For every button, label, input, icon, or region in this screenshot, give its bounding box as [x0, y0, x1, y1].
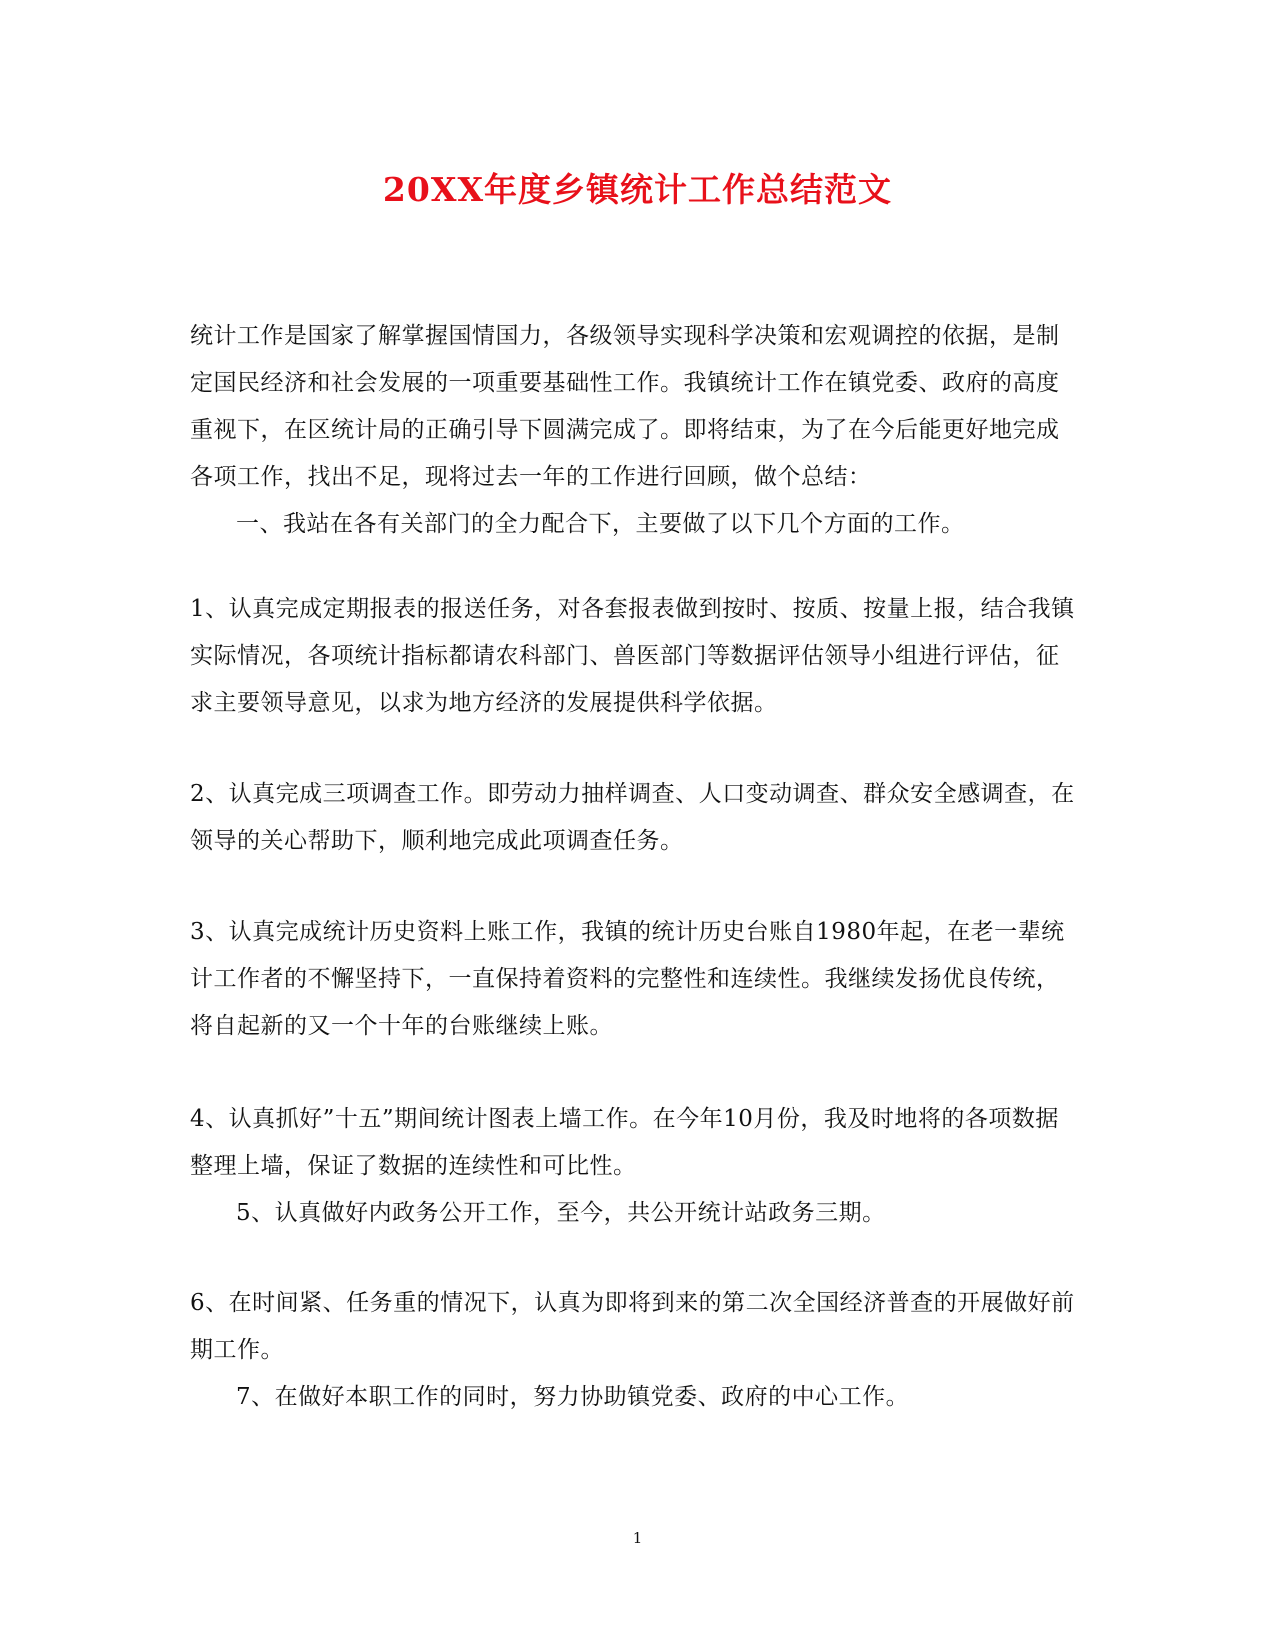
intro-text: 统计工作是国家了解掌握国情国力，各级领导实现科学决策和宏观调控的依据，是制定国民经济和社会发展的一项重要基础性工作。我镇统计工作在镇党委、政府的高度重视下，在区统计局的正确引导下圆满完成了。即将结束，为了在今后能更好地完成各项工作，找出不足，现将过去一年的工作进行回顾，做个总结： [190, 323, 1060, 490]
document-title: 20XX年度乡镇统计工作总结范文 [382, 170, 893, 209]
item-4-text: 4、认真抓好”十五”期间统计图表上墙工作。在今年10月份，我及时地将的各项数据整理上墙，保证了数据的连续性和可比性。 [190, 1106, 1059, 1179]
list-item-4 [190, 1096, 1080, 1237]
section-heading: 一、我站在各有关部门的全力配合下，主要做了以下几个方面的工作。 [236, 511, 965, 537]
list-item-2 [190, 771, 1080, 865]
item-1-text: 1、认真完成定期报表的报送任务，对各套报表做到按时、按质、按量上报，结合我镇实际情况，各项统计指标都请农科部门、兽医部门等数据评估领导小组进行评估，征求主要领导意见，以求为地方经济的发展提供科学依据。 [190, 596, 1075, 716]
item-7-text: 7、在做好本职工作的同时，努力协助镇党委、政府的中心工作。 [236, 1384, 910, 1410]
item-6-text: 6、在时间紧、任务重的情况下，认真为即将到来的第二次全国经济普查的开展做好前期工作。 [190, 1290, 1075, 1363]
item-5-text: 5、认真做好内政务公开工作，至今，共公开统计站政务三期。 [236, 1200, 886, 1226]
item-2-text: 2、认真完成三项调查工作。即劳动力抽样调查、人口变动调查、群众安全感调查，在领导的关心帮助下，顺利地完成此项调查任务。 [190, 781, 1075, 854]
intro-paragraph [190, 313, 1080, 548]
page-number: 1 [632, 1529, 643, 1547]
list-item-1 [190, 586, 1080, 727]
item-3-text: 3、认真完成统计历史资料上账工作，我镇的统计历史台账自1980年起，在老一辈统计工作者的不懈坚持下，一直保持着资料的完整性和连续性。我继续发扬优良传统，将自起新的又一个十年的台账继续上账。 [190, 919, 1065, 1039]
list-item-6 [190, 1280, 1080, 1421]
list-item-3 [190, 909, 1080, 1050]
